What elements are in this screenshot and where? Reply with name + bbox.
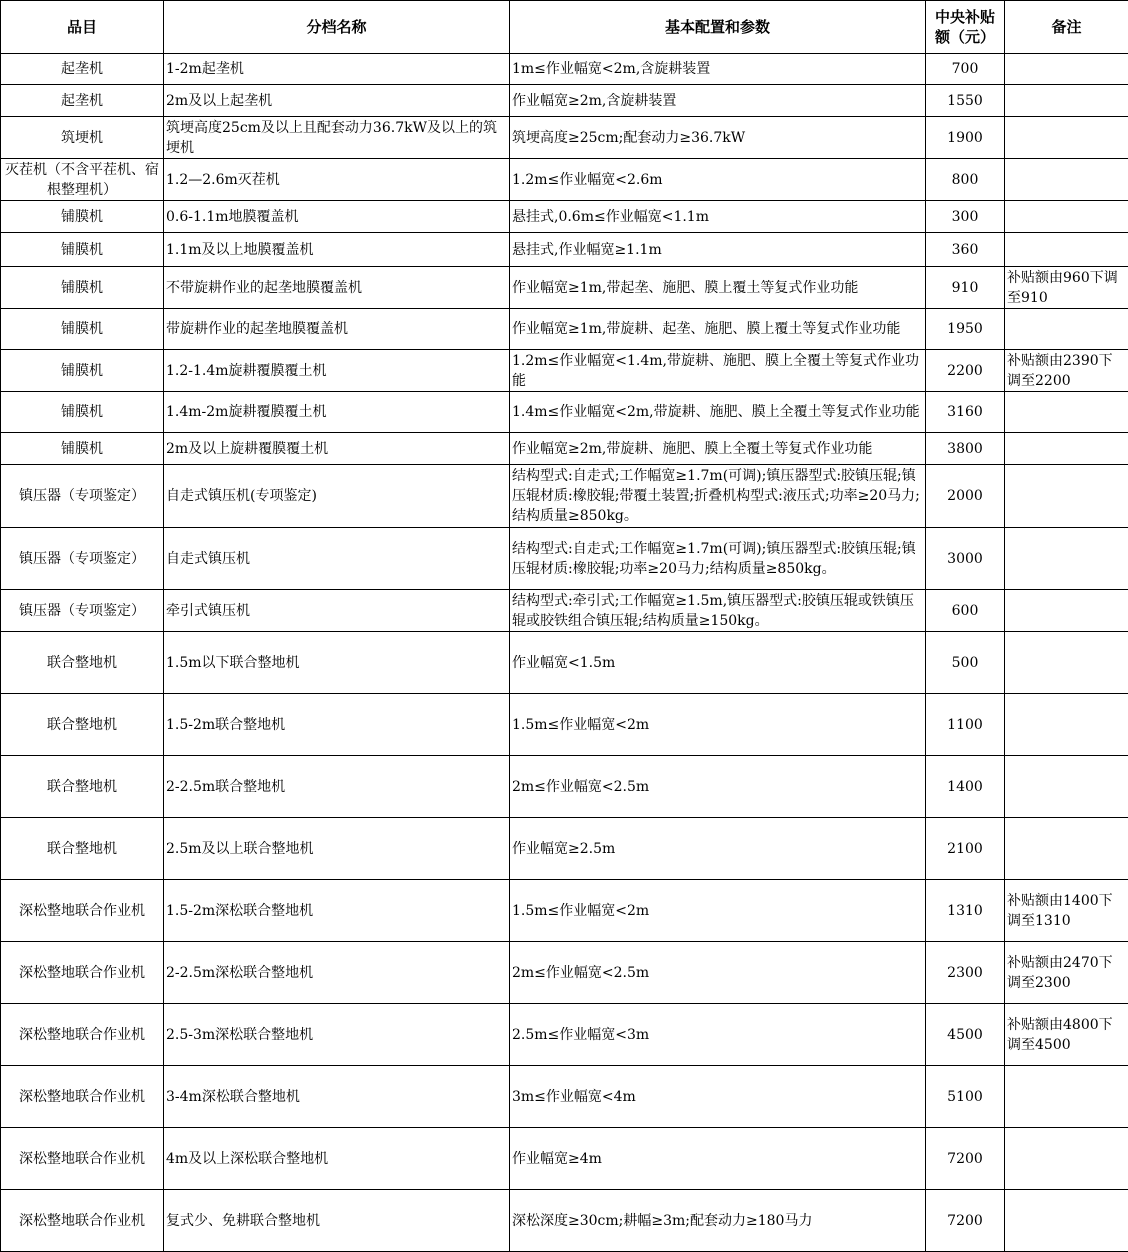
cell-item: 深松整地联合作业机 [1, 1066, 164, 1128]
cell-spec: 1.2m≤作业幅宽<1.4m,带旋耕、施肥、膜上全覆土等复式作业功能 [510, 350, 926, 392]
cell-amount: 7200 [926, 1190, 1005, 1252]
cell-spec: 作业幅宽<1.5m [510, 632, 926, 694]
cell-name: 带旋耕作业的起垄地膜覆盖机 [164, 309, 510, 350]
cell-name: 1.1m及以上地膜覆盖机 [164, 233, 510, 267]
cell-amount: 3160 [926, 392, 1005, 433]
cell-amount: 1400 [926, 756, 1005, 818]
cell-amount: 910 [926, 267, 1005, 309]
cell-item: 铺膜机 [1, 233, 164, 267]
cell-name: 3-4m深松联合整地机 [164, 1066, 510, 1128]
cell-note [1005, 54, 1128, 85]
cell-note [1005, 1128, 1128, 1190]
cell-item: 联合整地机 [1, 694, 164, 756]
cell-item: 联合整地机 [1, 632, 164, 694]
table-row [1, 1190, 1128, 1252]
table-row [1, 233, 1128, 267]
table-row [1, 159, 1128, 201]
cell-note: 补贴额由4800下调至4500 [1005, 1004, 1128, 1066]
cell-spec: 结构型式:自走式;工作幅宽≥1.7m(可调);镇压器型式:胶镇压辊;镇压辊材质:橡胶辊;带覆土装置;折叠机构型式:液压式;功率≥20马力;结构质量≥850kg。 [510, 465, 926, 528]
cell-amount: 1310 [926, 880, 1005, 942]
table-row [1, 590, 1128, 632]
cell-spec: 深松深度≥30cm;耕幅≥3m;配套动力≥180马力 [510, 1190, 926, 1252]
cell-item: 镇压器（专项鉴定） [1, 465, 164, 528]
cell-note [1005, 159, 1128, 201]
cell-note [1005, 392, 1128, 433]
cell-name: 2-2.5m联合整地机 [164, 756, 510, 818]
cell-name: 1.5-2m联合整地机 [164, 694, 510, 756]
cell-note [1005, 465, 1128, 528]
cell-amount: 2100 [926, 818, 1005, 880]
cell-spec: 作业幅宽≥2m,带旋耕、施肥、膜上全覆土等复式作业功能 [510, 433, 926, 465]
header-spec: 基本配置和参数 [510, 1, 926, 54]
cell-spec: 作业幅宽≥1m,带旋耕、起垄、施肥、膜上覆土等复式作业功能 [510, 309, 926, 350]
table-row [1, 433, 1128, 465]
cell-name: 2m及以上旋耕覆膜覆土机 [164, 433, 510, 465]
header-note: 备注 [1005, 1, 1128, 54]
cell-spec: 1m≤作业幅宽<2m,含旋耕装置 [510, 54, 926, 85]
cell-name: 不带旋耕作业的起垄地膜覆盖机 [164, 267, 510, 309]
cell-spec: 结构型式:牵引式;工作幅宽≥1.5m,镇压器型式:胶镇压辊或铁镇压辊或胶铁组合镇压辊;结构质量≥150kg。 [510, 590, 926, 632]
table-row [1, 632, 1128, 694]
cell-item: 铺膜机 [1, 201, 164, 233]
cell-spec: 3m≤作业幅宽<4m [510, 1066, 926, 1128]
cell-spec: 2m≤作业幅宽<2.5m [510, 942, 926, 1004]
cell-item: 镇压器（专项鉴定） [1, 590, 164, 632]
table-row [1, 694, 1128, 756]
cell-name: 1-2m起垄机 [164, 54, 510, 85]
table-row [1, 117, 1128, 159]
cell-note [1005, 590, 1128, 632]
cell-spec: 作业幅宽≥1m,带起垄、施肥、膜上覆土等复式作业功能 [510, 267, 926, 309]
cell-amount: 700 [926, 54, 1005, 85]
cell-note: 补贴额由2470下调至2300 [1005, 942, 1128, 1004]
cell-amount: 5100 [926, 1066, 1005, 1128]
cell-name: 4m及以上深松联合整地机 [164, 1128, 510, 1190]
cell-amount: 2300 [926, 942, 1005, 1004]
cell-item: 铺膜机 [1, 309, 164, 350]
cell-spec: 悬挂式,作业幅宽≥1.1m [510, 233, 926, 267]
cell-spec: 2.5m≤作业幅宽<3m [510, 1004, 926, 1066]
cell-item: 灭茬机（不含平茬机、宿根整理机） [1, 159, 164, 201]
cell-amount: 500 [926, 632, 1005, 694]
cell-amount: 7200 [926, 1128, 1005, 1190]
cell-spec: 作业幅宽≥4m [510, 1128, 926, 1190]
cell-item: 联合整地机 [1, 818, 164, 880]
cell-amount: 4500 [926, 1004, 1005, 1066]
cell-name: 2.5m及以上联合整地机 [164, 818, 510, 880]
cell-name: 1.2-1.4m旋耕覆膜覆土机 [164, 350, 510, 392]
cell-amount: 1950 [926, 309, 1005, 350]
cell-amount: 2000 [926, 465, 1005, 528]
table-row [1, 309, 1128, 350]
cell-name: 1.4m-2m旋耕覆膜覆土机 [164, 392, 510, 433]
table-row [1, 350, 1128, 392]
cell-item: 铺膜机 [1, 433, 164, 465]
cell-spec: 结构型式:自走式;工作幅宽≥1.7m(可调);镇压器型式:胶镇压辊;镇压辊材质:橡胶辊;功率≥20马力;结构质量≥850kg。 [510, 528, 926, 590]
header-amount: 中央补贴额（元） [926, 1, 1005, 54]
cell-spec: 作业幅宽≥2.5m [510, 818, 926, 880]
table-row [1, 528, 1128, 590]
cell-name: 2m及以上起垄机 [164, 85, 510, 117]
cell-amount: 800 [926, 159, 1005, 201]
cell-note [1005, 694, 1128, 756]
cell-note: 补贴额由1400下调至1310 [1005, 880, 1128, 942]
cell-name: 2-2.5m深松联合整地机 [164, 942, 510, 1004]
cell-note [1005, 1066, 1128, 1128]
cell-name: 2.5-3m深松联合整地机 [164, 1004, 510, 1066]
cell-note [1005, 632, 1128, 694]
table-row [1, 267, 1128, 309]
cell-note [1005, 1190, 1128, 1252]
table-row [1, 392, 1128, 433]
cell-item: 深松整地联合作业机 [1, 942, 164, 1004]
cell-spec: 1.2m≤作业幅宽<2.6m [510, 159, 926, 201]
cell-name: 1.5-2m深松联合整地机 [164, 880, 510, 942]
cell-note [1005, 201, 1128, 233]
cell-note [1005, 528, 1128, 590]
cell-item: 铺膜机 [1, 350, 164, 392]
cell-amount: 1100 [926, 694, 1005, 756]
table-row [1, 1128, 1128, 1190]
table-row [1, 54, 1128, 85]
table-row [1, 942, 1128, 1004]
table-row [1, 1004, 1128, 1066]
header-row [1, 1, 1128, 54]
cell-spec: 1.4m≤作业幅宽<2m,带旋耕、施肥、膜上全覆土等复式作业功能 [510, 392, 926, 433]
cell-amount: 1550 [926, 85, 1005, 117]
cell-item: 深松整地联合作业机 [1, 880, 164, 942]
cell-note [1005, 233, 1128, 267]
table-row [1, 756, 1128, 818]
cell-note [1005, 85, 1128, 117]
table-row [1, 880, 1128, 942]
cell-note: 补贴额由2390下调至2200 [1005, 350, 1128, 392]
cell-item: 深松整地联合作业机 [1, 1190, 164, 1252]
table-row [1, 818, 1128, 880]
cell-note [1005, 818, 1128, 880]
cell-amount: 360 [926, 233, 1005, 267]
cell-name: 筑埂高度25cm及以上且配套动力36.7kW及以上的筑埂机 [164, 117, 510, 159]
cell-spec: 1.5m≤作业幅宽<2m [510, 694, 926, 756]
cell-item: 镇压器（专项鉴定） [1, 528, 164, 590]
cell-name: 0.6-1.1m地膜覆盖机 [164, 201, 510, 233]
cell-amount: 3800 [926, 433, 1005, 465]
cell-note [1005, 756, 1128, 818]
cell-name: 自走式镇压机 [164, 528, 510, 590]
cell-item: 深松整地联合作业机 [1, 1128, 164, 1190]
cell-item: 筑埂机 [1, 117, 164, 159]
cell-amount: 2200 [926, 350, 1005, 392]
cell-amount: 600 [926, 590, 1005, 632]
cell-spec: 悬挂式,0.6m≤作业幅宽<1.1m [510, 201, 926, 233]
cell-note: 补贴额由960下调至910 [1005, 267, 1128, 309]
cell-name: 复式少、免耕联合整地机 [164, 1190, 510, 1252]
cell-amount: 3000 [926, 528, 1005, 590]
table-row [1, 1066, 1128, 1128]
header-name: 分档名称 [164, 1, 510, 54]
cell-name: 自走式镇压机(专项鉴定) [164, 465, 510, 528]
cell-amount: 300 [926, 201, 1005, 233]
table-row [1, 465, 1128, 528]
cell-note [1005, 433, 1128, 465]
cell-note [1005, 117, 1128, 159]
cell-spec: 作业幅宽≥2m,含旋耕装置 [510, 85, 926, 117]
cell-item: 起垄机 [1, 54, 164, 85]
cell-item: 联合整地机 [1, 756, 164, 818]
cell-amount: 1900 [926, 117, 1005, 159]
cell-name: 牵引式镇压机 [164, 590, 510, 632]
cell-item: 深松整地联合作业机 [1, 1004, 164, 1066]
cell-name: 1.5m以下联合整地机 [164, 632, 510, 694]
cell-name: 1.2—2.6m灭茬机 [164, 159, 510, 201]
table-row [1, 85, 1128, 117]
cell-spec: 1.5m≤作业幅宽<2m [510, 880, 926, 942]
cell-item: 起垄机 [1, 85, 164, 117]
table-row [1, 201, 1128, 233]
header-item: 品目 [1, 1, 164, 54]
cell-spec: 筑埂高度≥25cm;配套动力≥36.7kW [510, 117, 926, 159]
cell-note [1005, 309, 1128, 350]
cell-spec: 2m≤作业幅宽<2.5m [510, 756, 926, 818]
cell-item: 铺膜机 [1, 392, 164, 433]
cell-item: 铺膜机 [1, 267, 164, 309]
